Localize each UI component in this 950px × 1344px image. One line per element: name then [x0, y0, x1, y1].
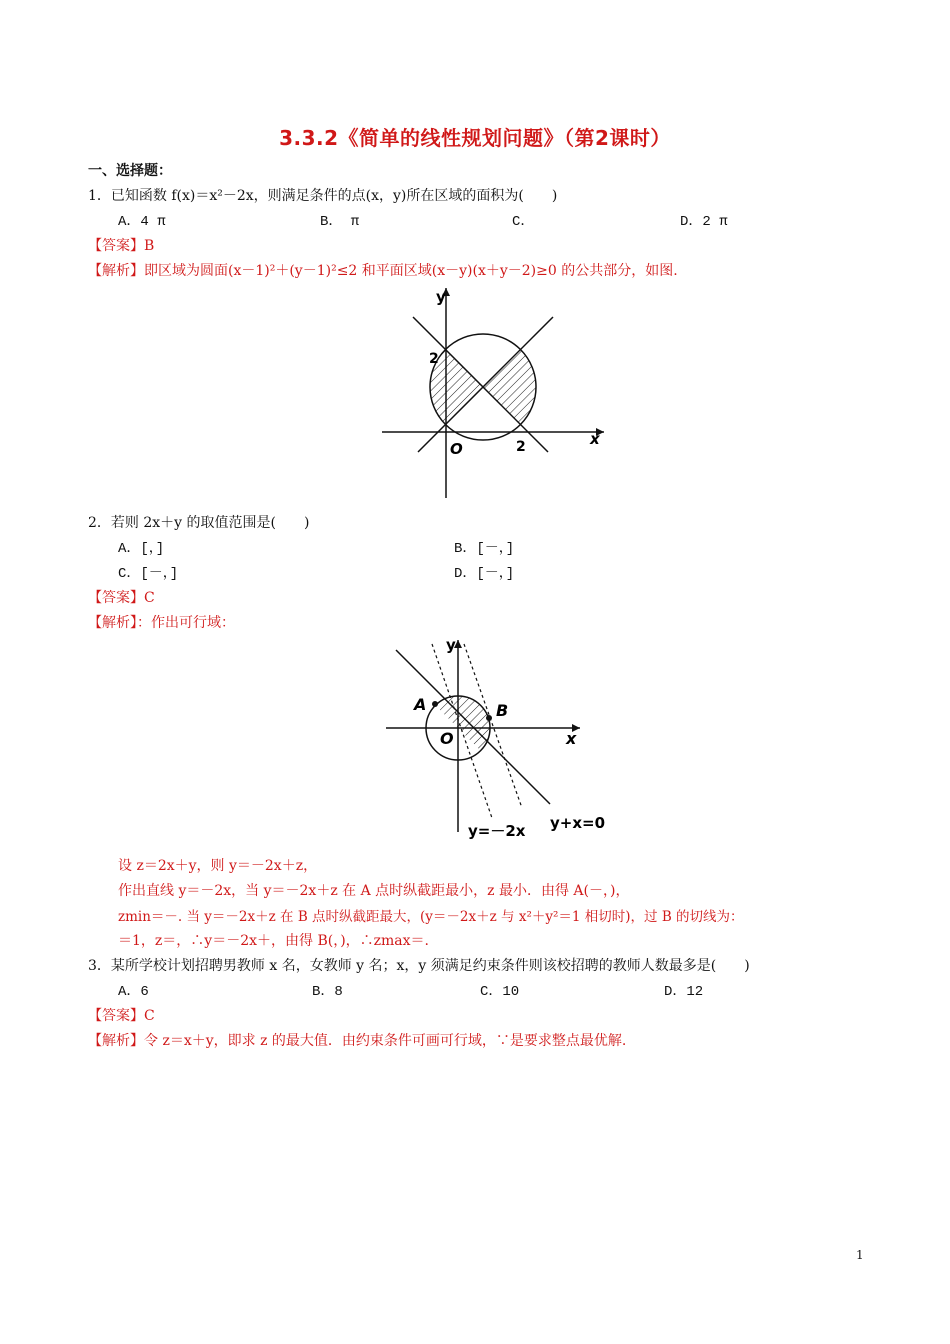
section-heading: 一、选择题： [88, 163, 172, 179]
figure-2-label-line1: y=－2x [468, 822, 526, 840]
q3-analysis: 【解析】令 z＝x＋y，即求 z 的最大值．由约束条件可画可行域，∵是要求整点最优解. [88, 1033, 627, 1049]
q1-option-d: D．2 π [680, 214, 728, 230]
q1-answer: 【答案】B [88, 238, 155, 254]
figure-1-y-label: y [436, 288, 446, 306]
figure-2-origin-label: O [440, 729, 454, 748]
figure-2-feasible-region [382, 632, 612, 842]
q3-stem: 3．某所学校计划招聘男教师 x 名，女教师 y 名；x，y 须满足约束条件则该校招聘的教师人数最多是( ) [88, 958, 750, 974]
q3-option-d: D．12 [664, 984, 704, 1000]
figure-2-x-label: x [566, 729, 577, 748]
q3-answer: 【答案】C [88, 1008, 155, 1024]
figure-2-y-label: y [446, 636, 456, 654]
q2-option-c: C．[－，] [118, 566, 179, 582]
q3-option-b: B．8 [312, 984, 343, 1000]
figure-1-region [378, 282, 610, 502]
figure-2-point-a [432, 701, 438, 707]
q3-option-c: C．10 [480, 984, 520, 1000]
figure-2-label-b: B [496, 701, 509, 720]
figure-2-label-a: A [414, 695, 427, 714]
q1-analysis: 【解析】即区域为圆面(x－1)²＋(y－1)²≤2 和平面区域(x－y)(x＋y－2)≥0 的公共部分，如图. [88, 263, 678, 279]
q1-option-b: B． π [320, 214, 360, 230]
q1-stem: 1．已知函数 f(x)＝x²－2x，则满足条件的点(x，y)所在区域的面积为( ) [88, 188, 558, 204]
q1-option-c: C． [512, 214, 535, 230]
q2-option-a: A．[，] [118, 541, 165, 557]
q2-solution-1: 设 z＝2x＋y，则 y＝－2x＋z， [118, 858, 318, 874]
figure-1-tick-y: 2 [429, 351, 439, 367]
q2-option-b: B．[－，] [454, 541, 515, 557]
figure-1-tick-x: 2 [516, 439, 526, 455]
q3-option-a: A．6 [118, 984, 149, 1000]
q2-option-d: D．[－，] [454, 566, 515, 582]
figure-2-line-y-plus-x [396, 650, 550, 804]
q2-solution-2: 作出直线 y＝－2x，当 y＝－2x＋z 在 A 点时纵截距最小，z 最小．由得 A(－，)， [118, 883, 630, 899]
q2-solution-3: zmin＝－. 当 y＝－2x＋z 在 B 点时纵截距最大，(y＝－2x＋z 与 x²＋y²＝1 相切时)，过 B 的切线为： [118, 909, 744, 925]
page-title: 3.3.2《简单的线性规划问题》（第2课时） [279, 126, 671, 150]
figure-1-x-label: x [590, 430, 600, 448]
figure-1-origin-label: O [450, 440, 463, 458]
page-number: 1 [856, 1248, 864, 1262]
q1-option-a: A．4 π [118, 214, 166, 230]
figure-2-point-b [486, 715, 492, 721]
figure-2-label-line2: y+x=0 [550, 814, 606, 832]
q2-stem: 2．若则 2x＋y 的取值范围是( ) [88, 515, 310, 531]
q2-answer: 【答案】C [88, 590, 155, 606]
q2-analysis: 【解析】：作出可行域： [88, 615, 235, 631]
q2-solution-4: ＝1，z＝，∴y＝－2x＋，由得 B(，)，∴zmax＝. [118, 933, 430, 949]
